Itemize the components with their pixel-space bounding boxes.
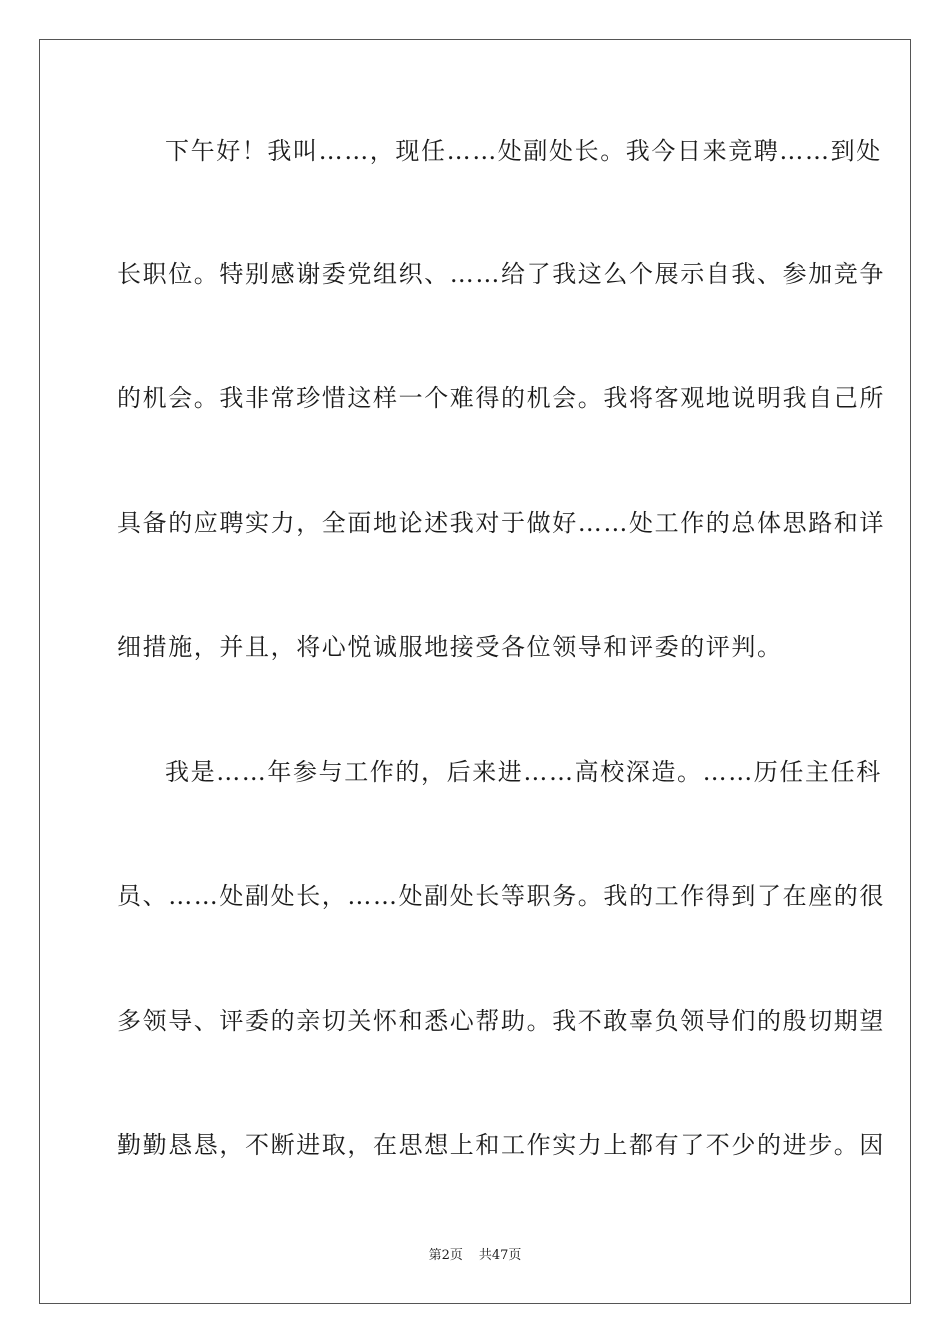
text-line: 我是……年参与工作的，后来进……高校深造。……历任主任科: [165, 758, 882, 786]
page-number: 第2页: [428, 1248, 463, 1263]
text-line: 勤勤恳恳，不断进取，在思想上和工作实力上都有了不少的进步。因: [117, 1131, 885, 1159]
text-line: 多领导、评委的亲切关怀和悉心帮助。我不敢辜负领导们的殷切期望: [117, 1007, 885, 1035]
text-line: 长职位。特别感谢委党组织、……给了我这么个展示自我、参加竞争: [117, 260, 885, 288]
page-total: 共47页: [478, 1248, 522, 1263]
page-footer: [0, 1247, 950, 1265]
text-line: 具备的应聘实力，全面地论述我对于做好……处工作的总体思路和详: [117, 509, 885, 537]
text-line: 细措施，并且，将心悦诚服地接受各位领导和评委的评判。: [117, 633, 783, 661]
text-line: 下午好！我叫……，现任……处副处长。我今日来竞聘……到处: [165, 137, 882, 165]
text-line: 员、……处副处长，……处副处长等职务。我的工作得到了在座的很: [117, 882, 885, 910]
page-border: [39, 39, 911, 1304]
text-line: 的机会。我非常珍惜这样一个难得的机会。我将客观地说明我自己所: [117, 384, 885, 412]
